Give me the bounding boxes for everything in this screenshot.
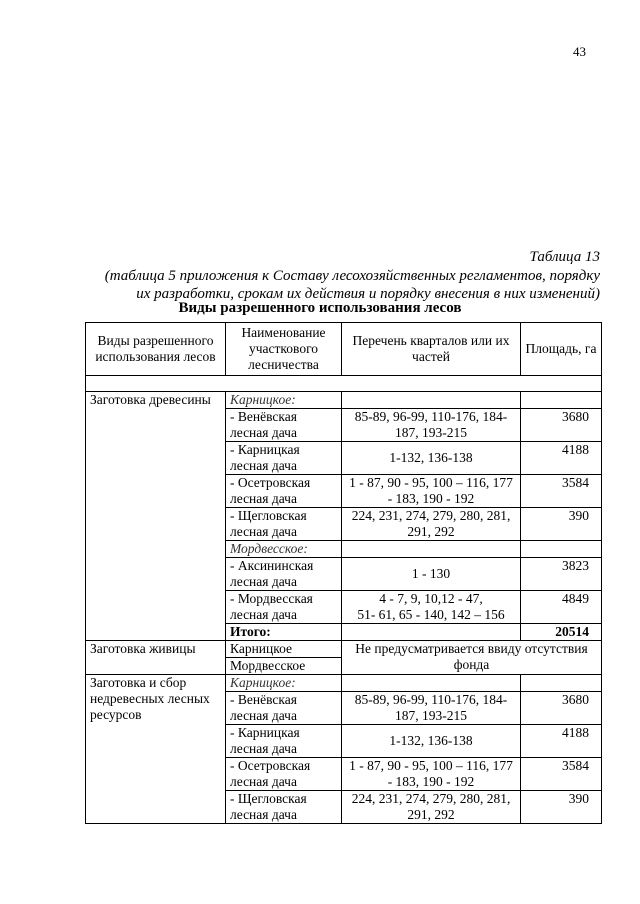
caption-source-line-1: (таблица 5 приложения к Составу лесохозяйственных регламентов, порядку [104, 268, 600, 284]
quarters-cell: 1-132, 136-138 [342, 725, 521, 758]
table-row [86, 675, 602, 692]
forest-dacha-name: - Венёвская лесная дача [226, 409, 342, 442]
quarters-cell: 85-89, 96-99, 110-176, 184-187, 193-215 [342, 409, 521, 442]
header-forestry: Наименование участкового лесничества [226, 323, 342, 376]
table-title: Виды разрешенного использования лесов [178, 300, 462, 316]
forest-use-table [85, 322, 602, 824]
area-cell: 4188 [521, 442, 602, 475]
table-row [86, 392, 602, 409]
area-cell: 3680 [521, 692, 602, 725]
total-value: 20514 [521, 624, 602, 641]
use-type-cell: Заготовка живицы [86, 641, 226, 675]
quarters-cell: 224, 231, 274, 279, 280, 281, 291, 292 [342, 791, 521, 824]
quarters-cell: 1 - 130 [342, 558, 521, 591]
area-cell: 390 [521, 791, 602, 824]
area-cell: 3584 [521, 758, 602, 791]
quarters-cell: 1 - 87, 90 - 95, 100 – 116, 177 - 183, 190 - 192 [342, 475, 521, 508]
forestry-group: Карницкое: [226, 675, 342, 692]
forest-dacha-name: - Мордвесская лесная дача [226, 591, 342, 624]
quarters-line-1: 4 - 7, 9, 10,12 - 47, [379, 591, 483, 606]
use-type-cell: Заготовка древесины [86, 392, 226, 641]
forest-dacha-name: - Осетровская лесная дача [226, 475, 342, 508]
caption-source-line-2: их разработки, срокам их действия и порядку внесения в них изменений) [136, 286, 600, 302]
header-use: Виды разрешенного использования лесов [86, 323, 226, 376]
spacer-row [86, 376, 602, 392]
forest-dacha-name: - Щегловская лесная дача [226, 508, 342, 541]
quarters-line-2: 51- 61, 65 - 140, 142 – 156 [357, 607, 505, 622]
use-type-cell: Заготовка и сбор недревесных лесных ресурсов [86, 675, 226, 824]
page-number: 43 [573, 44, 586, 59]
table-label: Таблица 13 [529, 249, 600, 265]
header-quarters: Перечень кварталов или их частей [342, 323, 521, 376]
quarters-cell: 1 - 87, 90 - 95, 100 – 116, 177 - 183, 190 - 192 [342, 758, 521, 791]
forest-dacha-name: - Аксининская лесная дача [226, 558, 342, 591]
area-cell: 4188 [521, 725, 602, 758]
area-cell: 3823 [521, 558, 602, 591]
forest-dacha-name: - Щегловская лесная дача [226, 791, 342, 824]
forest-dacha-name: - Венёвская лесная дача [226, 692, 342, 725]
forestry-group: Мордвесское: [226, 541, 342, 558]
area-cell: 390 [521, 508, 602, 541]
area-cell: 4849 [521, 591, 602, 624]
forest-dacha-name: - Карницкая лесная дача [226, 725, 342, 758]
quarters-cell [342, 591, 521, 624]
forest-dacha-name: - Осетровская лесная дача [226, 758, 342, 791]
forestry-name: Карницкое [226, 641, 342, 658]
total-label: Итого: [226, 624, 342, 641]
table-row [86, 641, 602, 658]
forestry-name: Мордвесское [226, 658, 342, 675]
area-cell: 3584 [521, 475, 602, 508]
not-provided-note: Не предусматривается ввиду отсутствия фонда [342, 641, 602, 675]
header-area: Площадь, га [521, 323, 602, 376]
header-row [86, 323, 602, 376]
forest-dacha-name: - Карницкая лесная дача [226, 442, 342, 475]
quarters-cell: 85-89, 96-99, 110-176, 184-187, 193-215 [342, 692, 521, 725]
quarters-cell: 224, 231, 274, 279, 280, 281, 291, 292 [342, 508, 521, 541]
quarters-cell: 1-132, 136-138 [342, 442, 521, 475]
area-cell: 3680 [521, 409, 602, 442]
forestry-group: Карницкое: [226, 392, 342, 409]
